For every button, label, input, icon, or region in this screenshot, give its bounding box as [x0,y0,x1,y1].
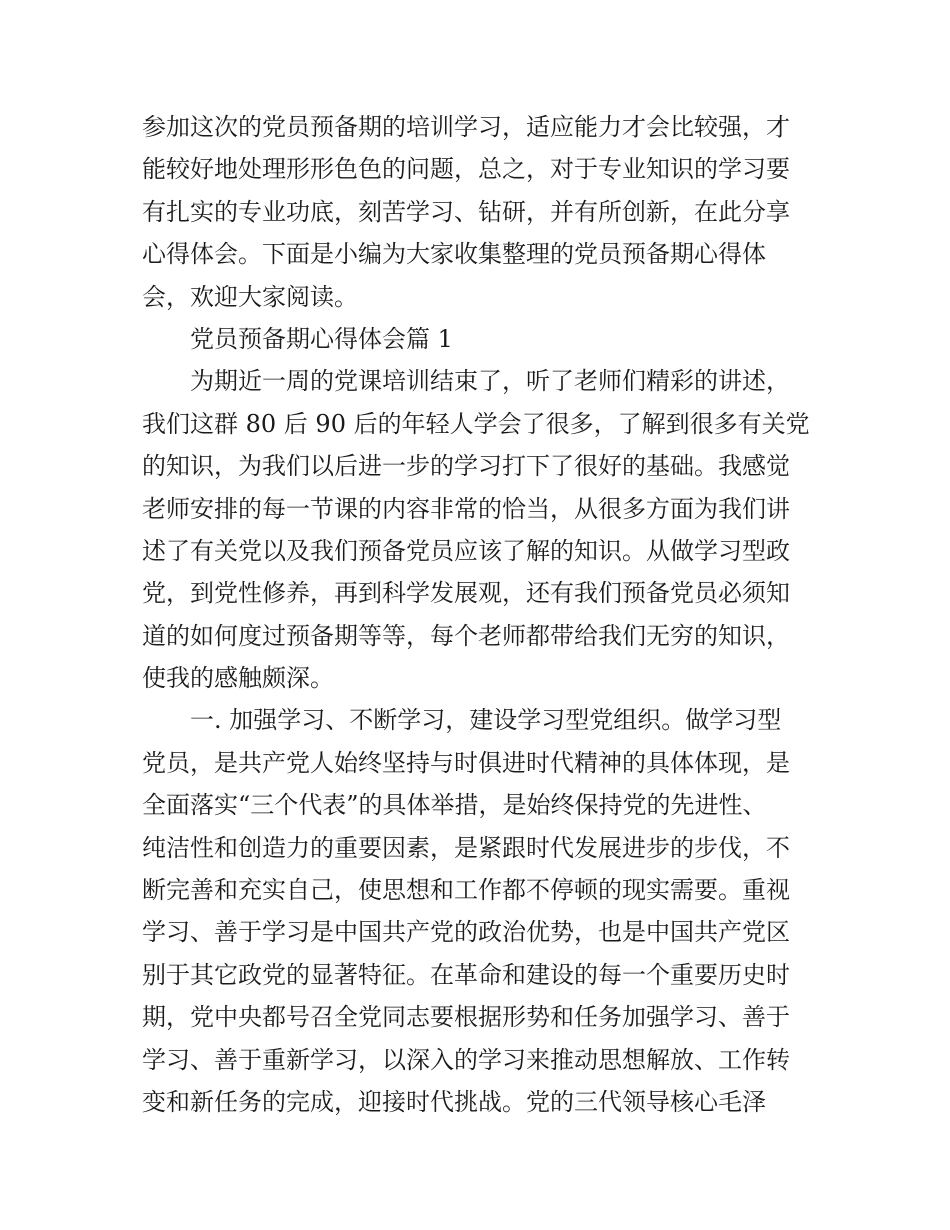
text-line: 全面落实“三个代表”的具体举措，是始终保持党的先进性、 [142,791,767,820]
text-line: 有扎实的专业功底，刻苦学习、钻研，并有所创新，在此分享 [142,197,790,226]
text-line: 断完善和充实自己，使思想和工作都不停顿的现实需要。重视 [142,876,790,905]
text-line: 一. 加强学习、不断学习，建设学习型党组织。做学习型 [190,706,782,735]
text-line: 学习、善于学习是中国共产党的政治优势，也是中国共产党区 [142,918,790,947]
text-line: 道的如何度过预备期等等，每个老师都带给我们无穷的知识， [142,621,790,650]
text-line: 使我的感触颇深。 [142,664,334,693]
text-line: 学习、善于重新学习，以深入的学习来推动思想解放、工作转 [142,1045,790,1074]
text-line: 党，到党性修养，再到科学发展观，还有我们预备党员必须知 [142,579,790,608]
text-line: 变和新任务的完成，迎接时代挑战。党的三代领导核心毛泽 [142,1087,766,1116]
text-line: 我们这群 80 后 90 后的年轻人学会了很多，了解到很多有关党 [142,409,810,438]
text-line: 党员预备期心得体会篇 1 [190,324,453,353]
text-line: 会，欢迎大家阅读。 [142,282,358,311]
document-body [142,106,814,1123]
text-line: 为期近一周的党课培训结束了，听了老师们精彩的讲述， [190,367,790,396]
text-line: 党员，是共产党人始终坚持与时俱进时代精神的具体体现，是 [142,748,790,777]
text-line: 的知识，为我们以后进一步的学习打下了很好的基础。我感觉 [142,452,790,481]
text-line: 纯洁性和创造力的重要因素，是紧跟时代发展进步的步伐，不 [142,833,790,862]
text-line: 别于其它政党的显著特征。在革命和建设的每一个重要历史时 [142,960,790,989]
text-line: 能较好地处理形形色色的问题，总之，对于专业知识的学习要 [142,155,790,184]
text-line: 述了有关党以及我们预备党员应该了解的知识。从做学习型政 [142,536,790,565]
text-line: 心得体会。下面是小编为大家收集整理的党员预备期心得体 [142,240,766,269]
text-line: 期，党中央都号召全党同志要根据形势和任务加强学习、善于 [142,1003,790,1032]
text-line: 老师安排的每一节课的内容非常的恰当，从很多方面为我们讲 [142,494,790,523]
text-line: 参加这次的党员预备期的培训学习，适应能力才会比较强，才 [142,113,790,141]
